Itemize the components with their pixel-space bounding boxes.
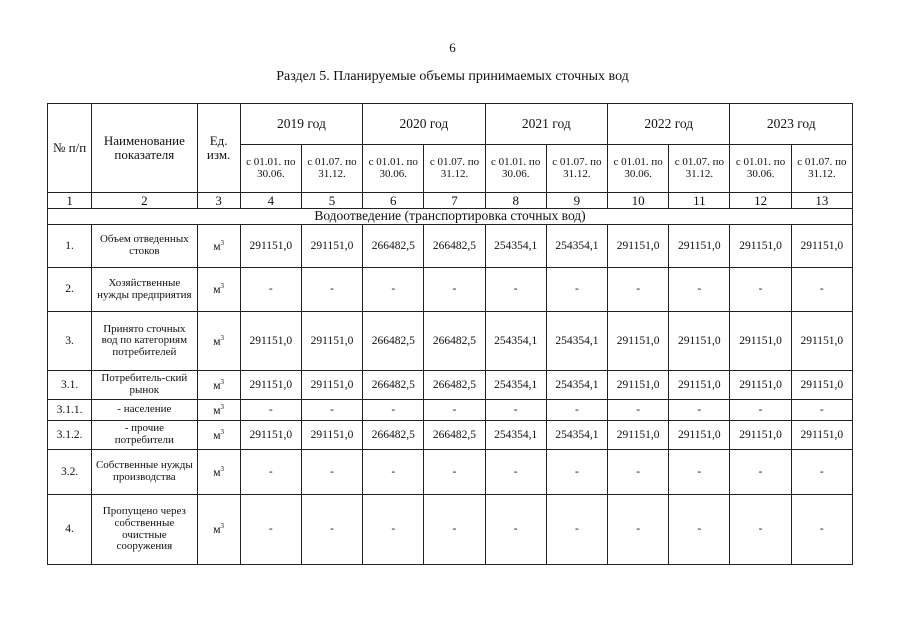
value-cell: - — [240, 268, 301, 312]
column-number: 13 — [791, 193, 852, 209]
value-cell: 291151,0 — [240, 225, 301, 268]
unit-base: м — [213, 523, 221, 536]
column-number: 10 — [608, 193, 669, 209]
value-cell: 291151,0 — [791, 225, 852, 268]
header-year: 2022 год — [608, 104, 730, 145]
unit-base: м — [213, 283, 221, 296]
value-cell: 254354,1 — [485, 421, 546, 450]
header-name: Наименование показателя — [92, 104, 197, 193]
value-cell: 266482,5 — [424, 371, 485, 400]
unit-cell — [197, 400, 240, 421]
section-heading: Водоотведение (транспортировка сточных вод) — [48, 209, 853, 225]
value-cell: 291151,0 — [669, 421, 730, 450]
header-period: с 01.01. по 30.06. — [363, 145, 424, 193]
row-number: 3.1.2. — [48, 421, 92, 450]
header-period: с 01.07. по 31.12. — [424, 145, 485, 193]
header-year: 2023 год — [730, 104, 853, 145]
value-cell: - — [669, 450, 730, 495]
unit-exponent: 3 — [220, 522, 225, 531]
value-cell: - — [301, 400, 362, 421]
value-cell: - — [363, 495, 424, 565]
value-cell: 266482,5 — [424, 312, 485, 371]
value-cell: 291151,0 — [791, 421, 852, 450]
unit-base: м — [213, 429, 221, 442]
row-number: 3.2. — [48, 450, 92, 495]
unit-cell — [197, 268, 240, 312]
value-cell: - — [669, 495, 730, 565]
column-number: 4 — [240, 193, 301, 209]
row-number: 3.1. — [48, 371, 92, 400]
column-number: 7 — [424, 193, 485, 209]
value-cell: 291151,0 — [608, 421, 669, 450]
value-cell: - — [730, 268, 791, 312]
value-cell: - — [608, 268, 669, 312]
column-number: 9 — [546, 193, 607, 209]
value-cell: 291151,0 — [240, 421, 301, 450]
row-number: 2. — [48, 268, 92, 312]
indicator-name: - прочие потребители — [92, 421, 197, 450]
row-number: 3.1.1. — [48, 400, 92, 421]
value-cell: - — [424, 400, 485, 421]
value-cell: - — [608, 400, 669, 421]
value-cell: - — [791, 268, 852, 312]
header-period: с 01.07. по 31.12. — [791, 145, 852, 193]
table-row — [48, 400, 853, 421]
column-number: 5 — [301, 193, 362, 209]
value-cell: - — [791, 400, 852, 421]
value-cell: - — [363, 268, 424, 312]
indicator-name: Пропущено через собственные очистные сооружения — [92, 495, 197, 565]
value-cell: - — [730, 400, 791, 421]
header-period: с 01.07. по 31.12. — [546, 145, 607, 193]
indicator-name: Объем отведенных стоков — [92, 225, 197, 268]
value-cell: - — [301, 495, 362, 565]
table-row — [48, 450, 853, 495]
value-cell: - — [730, 495, 791, 565]
unit-exponent: 3 — [220, 377, 225, 386]
wastewater-volume-table — [47, 103, 853, 565]
value-cell: - — [485, 400, 546, 421]
value-cell: 291151,0 — [301, 312, 362, 371]
header-period: с 01.01. по 30.06. — [608, 145, 669, 193]
value-cell: 254354,1 — [546, 421, 607, 450]
column-number: 8 — [485, 193, 546, 209]
unit-base: м — [213, 240, 221, 253]
value-cell: - — [301, 268, 362, 312]
table-row — [48, 371, 853, 400]
header-row-years — [48, 104, 853, 145]
column-number: 11 — [669, 193, 730, 209]
indicator-name: Собственные нужды производства — [92, 450, 197, 495]
column-number: 12 — [730, 193, 791, 209]
unit-exponent: 3 — [220, 402, 225, 411]
value-cell: - — [301, 450, 362, 495]
header-period: с 01.01. по 30.06. — [240, 145, 301, 193]
value-cell: - — [546, 450, 607, 495]
table-row — [48, 225, 853, 268]
header-year: 2020 год — [363, 104, 485, 145]
unit-exponent: 3 — [220, 282, 225, 291]
value-cell: 291151,0 — [301, 421, 362, 450]
column-number: 1 — [48, 193, 92, 209]
header-period: с 01.01. по 30.06. — [485, 145, 546, 193]
unit-exponent: 3 — [220, 427, 225, 436]
value-cell: 291151,0 — [730, 421, 791, 450]
value-cell: 291151,0 — [608, 225, 669, 268]
value-cell: 254354,1 — [546, 225, 607, 268]
row-number: 1. — [48, 225, 92, 268]
header-num: № п/п — [48, 104, 92, 193]
value-cell: - — [363, 450, 424, 495]
table-row — [48, 268, 853, 312]
value-cell: 266482,5 — [424, 225, 485, 268]
header-period: с 01.07. по 31.12. — [301, 145, 362, 193]
unit-cell — [197, 312, 240, 371]
value-cell: 291151,0 — [791, 371, 852, 400]
value-cell: 254354,1 — [546, 371, 607, 400]
value-cell: - — [485, 495, 546, 565]
page-number: 6 — [449, 40, 456, 55]
header-unit: Ед. изм. — [197, 104, 240, 193]
value-cell: 291151,0 — [730, 371, 791, 400]
value-cell: 291151,0 — [669, 312, 730, 371]
value-cell: 291151,0 — [301, 371, 362, 400]
value-cell: 266482,5 — [424, 421, 485, 450]
value-cell: - — [424, 268, 485, 312]
row-number: 4. — [48, 495, 92, 565]
unit-base: м — [213, 379, 221, 392]
value-cell: - — [424, 495, 485, 565]
unit-cell — [197, 495, 240, 565]
value-cell: - — [240, 495, 301, 565]
value-cell: - — [791, 495, 852, 565]
value-cell: - — [791, 450, 852, 495]
section-row — [48, 209, 853, 225]
value-cell: 291151,0 — [240, 371, 301, 400]
value-cell: - — [424, 450, 485, 495]
unit-exponent: 3 — [220, 333, 225, 342]
value-cell: - — [485, 450, 546, 495]
indicator-name: Хозяйственные нужды предприятия — [92, 268, 197, 312]
table-row — [48, 421, 853, 450]
value-cell: 266482,5 — [363, 421, 424, 450]
value-cell: 254354,1 — [485, 225, 546, 268]
value-cell: 291151,0 — [669, 371, 730, 400]
value-cell: - — [608, 450, 669, 495]
column-number-row — [48, 193, 853, 209]
unit-cell — [197, 225, 240, 268]
header-year: 2021 год — [485, 104, 607, 145]
value-cell: - — [730, 450, 791, 495]
value-cell: - — [669, 400, 730, 421]
unit-base: м — [213, 404, 221, 417]
row-number: 3. — [48, 312, 92, 371]
unit-exponent: 3 — [220, 238, 225, 247]
value-cell: 291151,0 — [669, 225, 730, 268]
column-number: 6 — [363, 193, 424, 209]
value-cell: 254354,1 — [546, 312, 607, 371]
value-cell: 266482,5 — [363, 225, 424, 268]
header-year: 2019 год — [240, 104, 362, 145]
unit-cell — [197, 371, 240, 400]
indicator-name: - население — [92, 400, 197, 421]
unit-exponent: 3 — [220, 464, 225, 473]
unit-base: м — [213, 466, 221, 479]
value-cell: - — [546, 400, 607, 421]
value-cell: - — [608, 495, 669, 565]
table-row — [48, 495, 853, 565]
unit-cell — [197, 450, 240, 495]
value-cell: 266482,5 — [363, 312, 424, 371]
value-cell: - — [669, 268, 730, 312]
value-cell: 291151,0 — [730, 312, 791, 371]
value-cell: 291151,0 — [730, 225, 791, 268]
value-cell: 291151,0 — [608, 371, 669, 400]
column-number: 2 — [92, 193, 197, 209]
table-row — [48, 312, 853, 371]
unit-cell — [197, 421, 240, 450]
value-cell: 291151,0 — [301, 225, 362, 268]
value-cell: - — [546, 268, 607, 312]
value-cell: - — [240, 450, 301, 495]
value-cell: - — [485, 268, 546, 312]
value-cell: - — [546, 495, 607, 565]
value-cell: 291151,0 — [608, 312, 669, 371]
section-title: Раздел 5. Планируемые объемы принимаемых сточных вод — [276, 69, 629, 84]
header-period: с 01.01. по 30.06. — [730, 145, 791, 193]
value-cell: - — [240, 400, 301, 421]
indicator-name: Принято сточных вод по категориям потребителей — [92, 312, 197, 371]
value-cell: 291151,0 — [240, 312, 301, 371]
value-cell: 254354,1 — [485, 371, 546, 400]
value-cell: 266482,5 — [363, 371, 424, 400]
header-period: с 01.07. по 31.12. — [669, 145, 730, 193]
unit-base: м — [213, 335, 221, 348]
column-number: 3 — [197, 193, 240, 209]
indicator-name: Потребитель-ский рынок — [92, 371, 197, 400]
value-cell: 254354,1 — [485, 312, 546, 371]
value-cell: 291151,0 — [791, 312, 852, 371]
value-cell: - — [363, 400, 424, 421]
